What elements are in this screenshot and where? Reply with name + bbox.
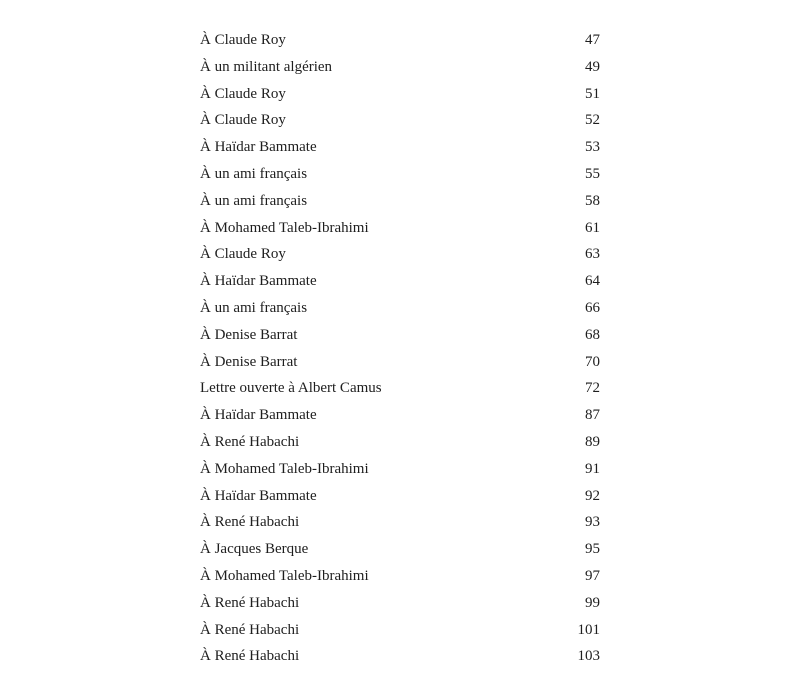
toc-entry [200, 188, 600, 215]
toc-entry-page: 61 [585, 219, 600, 236]
toc-entry-title: À Haïdar Bammate [200, 407, 317, 424]
toc-entry [200, 27, 600, 54]
toc-entry-title: À un militant algérien [200, 58, 333, 75]
toc-entry-title: À Haïdar Bammate [200, 273, 317, 290]
toc-entry-page: 58 [585, 192, 600, 209]
toc-entry [200, 617, 600, 644]
toc-entry-title: À Mohamed Taleb-Ibrahimi [200, 460, 369, 477]
table-of-contents [200, 27, 600, 670]
toc-entry-title: Lettre ouverte à Albert Camus [200, 380, 382, 397]
toc-entry-page: 51 [585, 85, 600, 102]
toc-entry-page: 53 [585, 139, 600, 156]
toc-entry-title: À Denise Barrat [200, 353, 298, 370]
toc-entry [200, 295, 600, 322]
toc-entry-page: 63 [585, 246, 600, 263]
toc-entry [200, 563, 600, 590]
toc-entry [200, 402, 600, 429]
toc-entry-title: À René Habachi [200, 648, 300, 665]
toc-entry [200, 54, 600, 81]
toc-entry-page: 47 [585, 32, 600, 48]
toc-entry-page: 93 [585, 514, 600, 531]
toc-entry-title: À un ami français [200, 165, 308, 182]
toc-entry [200, 322, 600, 349]
toc-entry-title: À un ami français [200, 192, 308, 209]
toc-entry-title: À Claude Roy [200, 112, 286, 129]
toc-entry-title: À René Habachi [200, 594, 300, 611]
toc-entry-page: 99 [585, 594, 600, 611]
toc-entry-title: À Mohamed Taleb-Ibrahimi [200, 567, 369, 584]
toc-entry-page: 103 [577, 648, 600, 665]
toc-entry-title: À Denise Barrat [200, 326, 298, 343]
toc-entry-page: 64 [585, 273, 600, 290]
toc-entry [200, 215, 600, 242]
toc-entry-title: À René Habachi [200, 514, 300, 531]
toc-entry [200, 349, 600, 376]
toc-entry-page: 91 [585, 460, 600, 477]
toc-entry-page: 89 [585, 433, 600, 450]
toc-entry-page: 49 [585, 58, 600, 75]
toc-entry-page: 95 [585, 541, 600, 558]
toc-entry-title: À un ami français [200, 299, 308, 316]
toc-entry-title: À René Habachi [200, 433, 300, 450]
toc-entry-page: 70 [585, 353, 600, 370]
toc-entry-title: À René Habachi [200, 621, 300, 638]
toc-entry [200, 643, 600, 670]
toc-entry [200, 536, 600, 563]
toc-entry [200, 509, 600, 536]
toc-entry [200, 134, 600, 161]
toc-entry [200, 107, 600, 134]
toc-entry [200, 483, 600, 510]
toc-entry-page: 52 [585, 112, 600, 129]
toc-entry-title: À Mohamed Taleb-Ibrahimi [200, 219, 369, 236]
toc-entry [200, 456, 600, 483]
toc-entry-title: À Jacques Berque [200, 541, 309, 558]
toc-entry [200, 590, 600, 617]
toc-entry-page: 97 [585, 567, 600, 584]
toc-entry-title: À Claude Roy [200, 85, 286, 102]
toc-entry-page: 87 [585, 407, 600, 424]
toc-entry [200, 429, 600, 456]
toc-entry-page: 55 [585, 165, 600, 182]
toc-entry-page: 101 [577, 621, 600, 638]
toc-entry [200, 375, 600, 402]
toc-entry-page: 92 [585, 487, 600, 504]
toc-entry-title: À Haïdar Bammate [200, 487, 317, 504]
toc-entry [200, 81, 600, 108]
toc-entry-title: À Haïdar Bammate [200, 139, 317, 156]
toc-entry [200, 241, 600, 268]
toc-entry-page: 72 [585, 380, 600, 397]
toc-entry [200, 268, 600, 295]
toc-entry-title: À Claude Roy [200, 246, 286, 263]
toc-entry [200, 161, 600, 188]
toc-entry-page: 66 [585, 299, 600, 316]
toc-entry-title: À Claude Roy [200, 32, 286, 48]
toc-entry-page: 68 [585, 326, 600, 343]
